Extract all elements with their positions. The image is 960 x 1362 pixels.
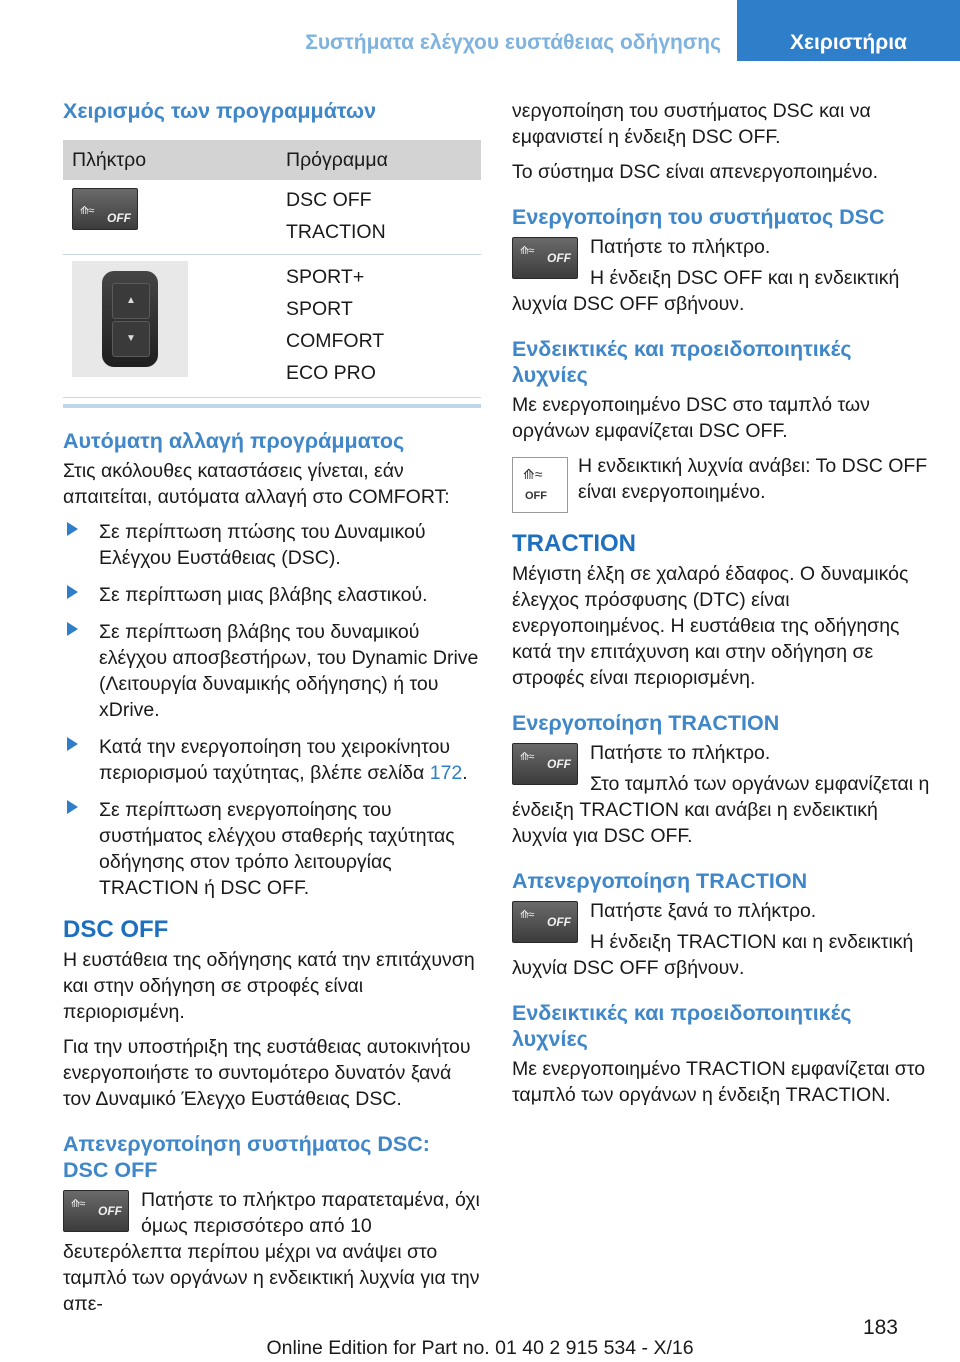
page-number: 183 xyxy=(862,1316,898,1339)
traction-deactivate-button-figure xyxy=(512,901,578,948)
dsc-deactivation-continued: νεργοποίηση του συστήματος DSC και να εμφανιστεί η ένδειξη DSC OFF. xyxy=(512,100,871,148)
indicator-lamp-text: Η ενδεικτική λυχνία ανάβει: Το DSC OFF είναι ενεργοποιημένο. xyxy=(578,455,928,503)
list-item: Σε περίπτωση μιας βλάβης ελαστικού. xyxy=(63,582,481,608)
traction-heading: TRACTION xyxy=(512,530,636,557)
dsc-off-button-icon: ⟰≈ OFF xyxy=(512,743,578,785)
table-row xyxy=(63,180,481,255)
dsc-deactivation-heading: Απενεργοποίηση συστήματος DSC: DSC OFF xyxy=(63,1132,430,1182)
warning-lamps-text-2: Με ενεργοποιημένο TRACTION εμφανίζεται στο ταμπλό των οργάνων η ένδειξη TRACTION. xyxy=(512,1058,926,1106)
dsc-off-indicator-icon: ⟰≈ OFF xyxy=(512,457,568,513)
bullet-triangle-icon xyxy=(67,585,78,599)
page-header xyxy=(0,0,960,61)
header-chapter-tab: Χειριστήρια xyxy=(737,0,960,61)
dsc-off-paragraph-1: Η ευστάθεια της οδήγησης κατά την επιτάχυνση και στην οδήγηση σε στροφές είναι περιορισμένη. xyxy=(63,949,475,1023)
program-dsc-off: DSC OFF xyxy=(286,189,372,211)
traction-deactivation-step-1: Πατήστε ξανά το πλήκτρο. xyxy=(590,900,817,922)
dsc-off-button-icon: ⟰≈ OFF xyxy=(512,901,578,943)
traction-description: Μέγιστη έλξη σε χαλαρό έδαφος. Ο δυναμικός έλεγχος πρόσφυσης (DTC) είναι ενεργοποιημένος. Η ευστάθεια της οδήγησης κατά την επιτάχυνση και στην οδήγηση σε στροφές είναι περιορισμένη. xyxy=(512,563,909,689)
traction-deactivation-step-2: Η ένδειξη TRACTION και η ενδεικτική λυχνία DSC OFF σβήνουν. xyxy=(512,931,914,979)
warning-lamps-heading-2: Ενδεικτικές και προειδοποιητικές λυχνίες xyxy=(512,1001,852,1051)
program-sport: SPORT xyxy=(286,298,353,320)
programs-table xyxy=(63,140,481,398)
dsc-deactivation-text: Πατήστε το πλήκτρο παρατεταμένα, όχι όμως περισσότερο από 10 δευτερόλεπτα περίπου μέχρι να ανάψει στο ταμπλό των οργάνων η ενδεικτική λυχνία για την απε- xyxy=(63,1189,480,1315)
driving-experience-switch-icon: ▲ ▼ xyxy=(72,261,188,377)
list-item: Σε περίπτωση βλάβης του δυναμικού ελέγχου αποσβεστήρων, του Dynamic Drive (Λειτουργία δυναμικής οδήγησης) ή του xDrive. xyxy=(63,619,481,723)
page-reference-link[interactable]: 172 xyxy=(429,762,463,784)
bullet-triangle-icon xyxy=(67,522,78,536)
indicator-lamp-row xyxy=(512,453,930,513)
dsc-deactivate-button-figure xyxy=(63,1190,129,1237)
auto-change-heading: Αυτόματη αλλαγή προγράμματος xyxy=(63,429,405,453)
warning-lamps-heading-1: Ενδεικτικές και προειδοποιητικές λυχνίες xyxy=(512,337,852,387)
table-header-row xyxy=(63,140,481,180)
edition-footer: Online Edition for Part no. 01 40 2 915 534 - X/16 xyxy=(266,1337,694,1359)
table-divider xyxy=(63,404,481,408)
traction-activation-step-2: Στο ταμπλό των οργάνων εμφανίζεται η ένδειξη TRACTION και ανάβει η ενδεικτική λυχνία για DSC OFF. xyxy=(512,773,930,847)
table-header-program: Πρόγραμμα xyxy=(277,140,481,180)
table-header-key: Πλήκτρο xyxy=(63,140,277,180)
program-traction: TRACTION xyxy=(286,221,386,243)
header-section-title: Συστήματα ελέγχου ευστάθειας οδήγησης xyxy=(290,0,735,61)
dsc-activation-step-1: Πατήστε το πλήκτρο. xyxy=(590,236,771,258)
dsc-programs-cell xyxy=(277,180,481,255)
dsc-off-heading: DSC OFF xyxy=(63,916,169,943)
warning-lamps-text-1: Με ενεργοποιημένο DSC στο ταμπλό των οργάνων εμφανίζεται DSC OFF. xyxy=(512,394,870,442)
dsc-off-button-icon: ⟰≈ OFF xyxy=(63,1190,129,1232)
program-comfort: COMFORT xyxy=(286,330,385,352)
program-eco-pro: ECO PRO xyxy=(286,362,376,384)
drive-switch-cell xyxy=(63,255,277,398)
traction-activate-button-figure xyxy=(512,743,578,790)
auto-change-intro: Στις ακόλουθες καταστάσεις γίνεται, εάν απαιτείται, αυτόματα αλλαγή στο COMFORT: xyxy=(63,460,450,508)
list-item: Σε περίπτωση ενεργοποίησης του συστήματος ελέγχου σταθερής ταχύτητας οδήγησης στον τρόπο λειτουργίας TRACTION ή DSC OFF. xyxy=(63,797,481,901)
list-item: Σε περίπτωση πτώσης του Δυναμικού Ελέγχου Ευστάθειας (DSC). xyxy=(63,519,481,571)
traction-activation-step-1: Πατήστε το πλήκτρο. xyxy=(590,742,771,764)
programs-heading: Χειρισμός των προγραμμάτων xyxy=(63,99,377,123)
right-column xyxy=(512,98,930,1117)
bullet-triangle-icon xyxy=(67,737,78,751)
list-item: Κατά την ενεργοποίηση του χειροκίνητου περιορισμού ταχύτητας, βλέπε σελίδα 172. xyxy=(63,734,481,786)
traction-deactivation-heading: Απενεργοποίηση TRACTION xyxy=(512,869,808,893)
bullet-triangle-icon xyxy=(67,622,78,636)
dsc-off-button-cell xyxy=(63,180,277,255)
dsc-activation-step-2: Η ένδειξη DSC OFF και η ενδεικτική λυχνία DSC OFF σβήνουν. xyxy=(512,267,900,315)
bullet-triangle-icon xyxy=(67,800,78,814)
traction-activation-heading: Ενεργοποίηση TRACTION xyxy=(512,711,780,735)
dsc-off-button-icon: ⟰≈ OFF xyxy=(72,188,138,230)
dsc-deactivated-status: Το σύστημα DSC είναι απενεργοποιημένο. xyxy=(512,161,879,183)
dsc-off-paragraph-2: Για την υποστήριξη της ευστάθειας αυτοκινήτου ενεργοποιήστε το συντομότερο δυνατόν ξανά τον Δυναμικό Έλεγχο Ευστάθειας DSC. xyxy=(63,1036,471,1110)
dsc-off-button-icon: ⟰≈ OFF xyxy=(512,237,578,279)
table-row xyxy=(63,255,481,398)
program-sport-plus: SPORT+ xyxy=(286,266,365,288)
auto-change-list xyxy=(63,519,481,901)
drive-programs-cell xyxy=(277,255,481,398)
dsc-activation-heading: Ενεργοποίηση του συστήματος DSC xyxy=(512,205,885,229)
dsc-activate-button-figure xyxy=(512,237,578,284)
left-column xyxy=(63,98,481,1326)
